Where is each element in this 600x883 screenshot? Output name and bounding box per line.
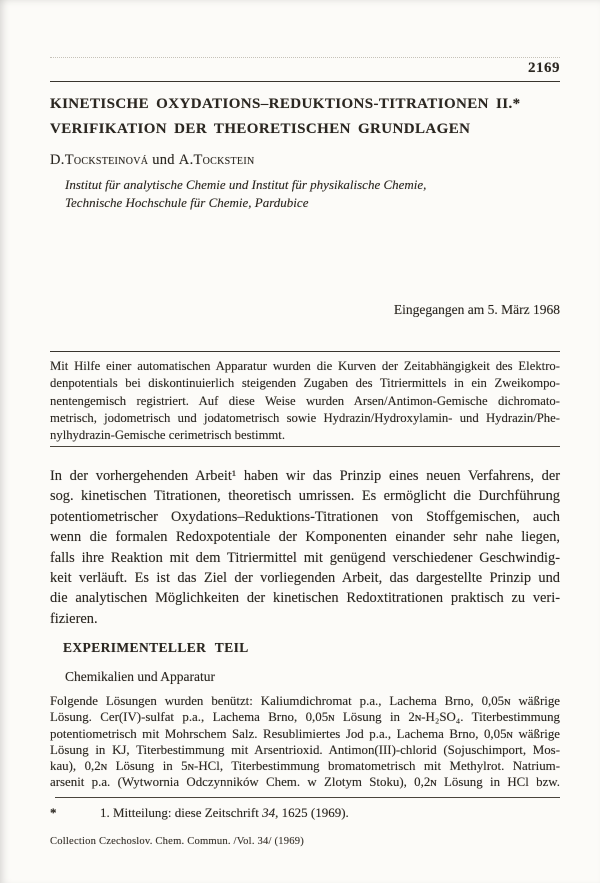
footnote-asterisk: * bbox=[50, 805, 57, 820]
introduction-paragraph bbox=[50, 466, 560, 629]
chemicals-line: potentiometrisch mit Mohrschem Salz. Resublimiertes Jod p.a., Lachema Brno, 0,05ɴ wäßrige bbox=[50, 726, 560, 741]
page-number: 2169 bbox=[528, 60, 560, 76]
intro-line: In der vorhergehenden Arbeit¹ haben wir das Prinzip eines neuen Verfahrens, der bbox=[50, 468, 560, 484]
chemicals-line: arsenit p.a. (Wytwornia Odczynników Chem. w Zlotym Stoku), 0,2ɴ Lösung in HCl bzw. bbox=[50, 775, 560, 790]
authors-connector: und bbox=[152, 152, 175, 168]
abstract bbox=[50, 358, 560, 444]
abstract-rule-bottom bbox=[50, 446, 560, 447]
abstract-line: nentengemisch registriert. Auf diese Weise wurden Arsen/Antimon-Gemische dichromato- bbox=[50, 393, 560, 408]
section-heading-experimental: EXPERIMENTELLER TEIL bbox=[63, 640, 249, 655]
abstract-rule-top bbox=[50, 351, 560, 352]
author-1: D.Tocksteinová bbox=[50, 152, 149, 168]
received-date: Eingegangen am 5. März 1968 bbox=[393, 302, 560, 317]
intro-line: falls ihre Reaktion mit dem Titriermittel mit genügend verschiedener Geschwindig- bbox=[50, 549, 560, 566]
chemicals-line: Lösung in KJ, Titerbestimmung mit Arsentrioxid. Antimon(III)-chlorid (Sojuschimport, Mos- bbox=[50, 742, 560, 757]
paper-title-line1: KINETISCHE OXYDATIONS–REDUKTIONS-TITRATIONEN II.* bbox=[50, 96, 521, 112]
footnote-volume: 34 bbox=[262, 805, 276, 820]
paper-title bbox=[50, 92, 560, 142]
journal-footer: Collection Czechoslov. Chem. Commun. /Vol. 34/ (1969) bbox=[50, 836, 304, 847]
authors-line bbox=[50, 152, 560, 169]
header-rule bbox=[50, 81, 560, 82]
intro-line: fizieren. bbox=[50, 610, 98, 627]
footnote bbox=[50, 805, 560, 821]
footnote-text-pre: 1. Mitteilung: diese Zeitschrift bbox=[100, 805, 263, 820]
chemicals-line: kau), 0,2ɴ Lösung in 5ɴ-HCl, Titerbestimmung bromatometrisch mit Methylrot. Natrium- bbox=[50, 759, 560, 774]
footnote-text-post: , 1625 (1969). bbox=[275, 805, 349, 820]
author-2: A.Tockstein bbox=[178, 152, 255, 168]
chemicals-paragraph bbox=[50, 693, 560, 791]
chemicals-line: Lösung. Cer(IV)-sulfat p.a., Lachema Brno, 0,05ɴ Lösung in 2ɴ-H₂SO₄. Titerbestimmung bbox=[50, 710, 560, 725]
intro-line: die analytischen Möglichkeiten der kinetischen Redoxtitrationen praktisch zu veri- bbox=[50, 590, 560, 607]
scan-artifact-dotted-line bbox=[50, 57, 560, 58]
intro-line: wenn die formalen Redoxpotentiale der Komponenten einander sehr nahe liegen, bbox=[50, 529, 560, 546]
intro-line: keit verläuft. Es ist das Ziel der vorliegenden Arbeit, das dargestellte Prinzip und bbox=[50, 570, 560, 587]
intro-line: potentiometrischer Oxydations–Reduktions-Titrationen von Stoffgemischen, auch bbox=[50, 508, 560, 525]
subsection-heading-chemicals: Chemikalien und Apparatur bbox=[65, 669, 215, 684]
abstract-line: denpotentials bei diskontinuierlich steigenden Zugaben des Titriermittels in ein Zweikompo- bbox=[50, 376, 560, 391]
intro-line: sog. kinetischen Titrationen, theoretisch umrissen. Es ermöglicht die Durchführung bbox=[50, 488, 560, 505]
paper-title-line2: VERIFIKATION DER THEORETISCHEN GRUNDLAGEN bbox=[50, 121, 471, 137]
abstract-line: nylhydrazin-Gemische cerimetrisch bestimmt. bbox=[50, 428, 285, 443]
footnote-text bbox=[100, 805, 349, 821]
footnote-rule bbox=[55, 797, 560, 798]
affiliation-line1: Institut für analytische Chemie und Institut für physikalische Chemie, bbox=[65, 177, 427, 192]
affiliation bbox=[65, 176, 560, 212]
chemicals-line: Folgende Lösungen wurden benützt: Kaliumdichromat p.a., Lachema Brno, 0,05ɴ wäßrige bbox=[50, 694, 560, 708]
abstract-line: Mit Hilfe einer automatischen Apparatur wurden die Kurven der Zeitabhängigkeit des Elektro- bbox=[50, 359, 560, 373]
affiliation-line2: Technische Hochschule für Chemie, Pardubice bbox=[65, 195, 309, 210]
abstract-line: metrisch, jodometrisch und jodatometrisch sowie Hydrazin/Hydroxylamin- und Hydrazin/Phe- bbox=[50, 410, 560, 425]
